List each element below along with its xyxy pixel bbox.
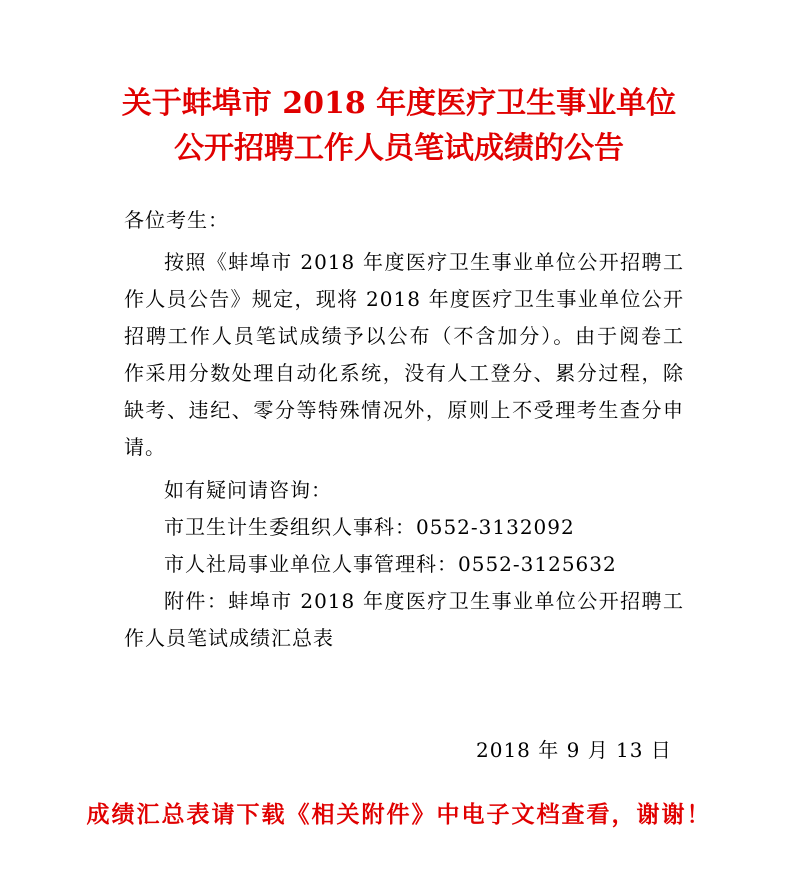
paragraph-line-3: 招聘工作人员笔试成绩予以公布（不含加分）。由于阅卷工: [124, 324, 684, 348]
title-line-1: 关于蚌埠市 2018 年度医疗卫生事业单位: [121, 86, 677, 121]
contact-hr-bureau: 市人社局事业单位人事管理科：0552-3125632: [164, 552, 617, 576]
download-notice: 成绩汇总表请下载《相关附件》中电子文档查看，谢谢！: [86, 802, 712, 828]
title-line-2: 公开招聘工作人员笔试成绩的公告: [174, 131, 624, 166]
paragraph-line-6: 请。: [124, 435, 166, 459]
salutation: 各位考生：: [124, 208, 229, 232]
paragraph-line-5: 缺考、违纪、零分等特殊情况外，原则上不受理考生查分申: [124, 398, 684, 422]
contact-health-commission: 市卫生计生委组织人事科：0552-3132092: [164, 515, 575, 539]
attachment-line-1: 附件：蚌埠市 2018 年度医疗卫生事业单位公开招聘工: [164, 589, 684, 613]
paragraph-line-4: 作采用分数处理自动化系统，没有人工登分、累分过程，除: [124, 361, 684, 385]
inquiry-text: 如有疑问请咨询：: [164, 478, 332, 502]
paragraph-line-2: 作人员公告》规定，现将 2018 年度医疗卫生事业单位公开: [124, 287, 684, 311]
publish-date: 2018 年 9 月 13 日: [476, 738, 672, 762]
attachment-line-2: 作人员笔试成绩汇总表: [124, 626, 334, 650]
paragraph-line-1: 按照《蚌埠市 2018 年度医疗卫生事业单位公开招聘工: [164, 250, 684, 274]
